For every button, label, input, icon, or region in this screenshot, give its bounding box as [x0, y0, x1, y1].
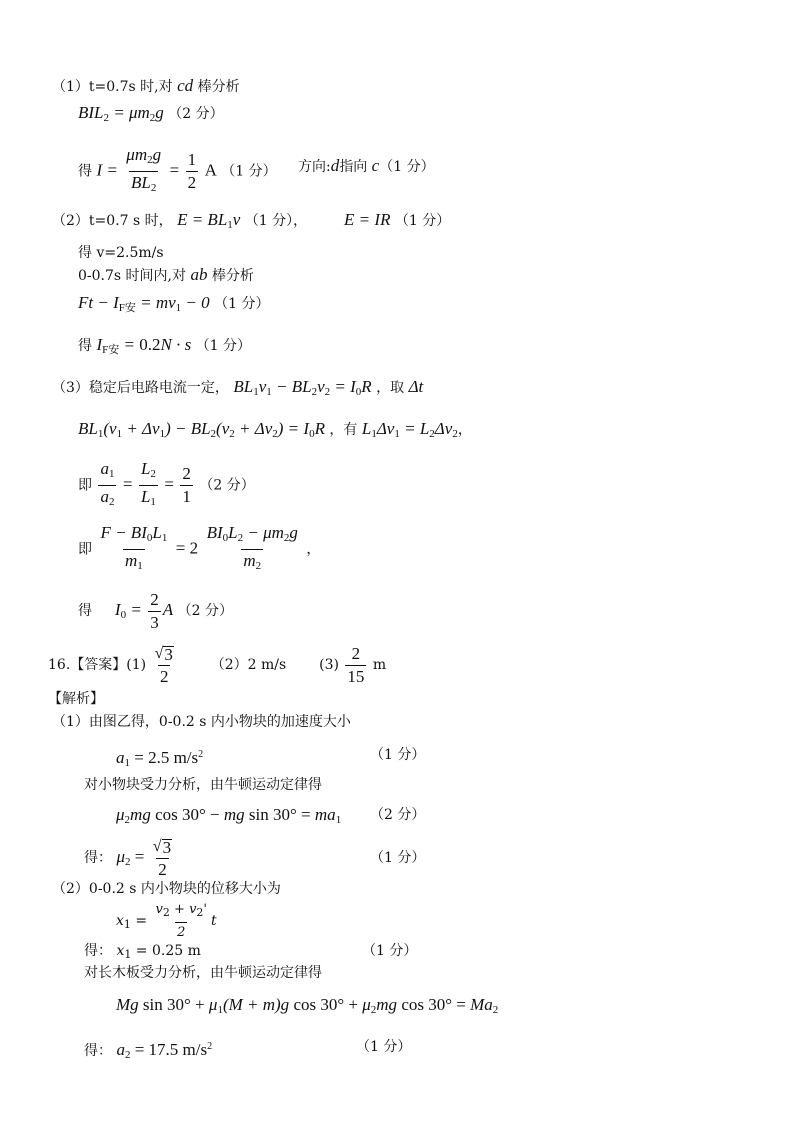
part3-heading: （3）稳定后电路电流一定， $BL_1v_1 - BL_2v_2 = I_0R$ ，取 Δt — [52, 377, 424, 398]
part2-heading: （2）t=0.7 s 时， $E = BL_1v$ （1 分）， E = IR （1 分） — [52, 210, 451, 231]
equation-final-current: 得 $I_0$ = $\frac{2}{3}$ A （2 分） — [78, 589, 233, 632]
equation-x1: 得： $x_1 = 0.25$ m — [84, 943, 201, 961]
equation-momentum: $Ft - I_{F安} = mv_1 - 0$ （1 分） — [78, 293, 270, 314]
equation-a1: $a_1 = 2.5$ $m/s^2$ — [116, 748, 204, 769]
equation-increment: $BL_1(v_1 + \Delta v_1) - BL_2(v_2 + \Delta v_2) = I_0R$ ，有 $L_1\Delta v_1 = L_2\Delta v_2$， — [78, 419, 472, 440]
part1-heading: （1）t=0.7s 时,对 cd 棒分析 — [52, 76, 240, 95]
equation-displacement: $x_1$ = $\frac{v_2 + v_2'}{2}$ t — [116, 902, 217, 940]
equation-ratio: 即 $\frac{a_1}{a_2}$ = $\frac{L_2}{L_1}$ = $\frac{2}{1}$ （2 分） — [78, 460, 255, 511]
equation-newton-combined: 即 $\frac{F - BI_0L_1}{m_1}$ = 2 $\frac{BI_0L_2 - \mu m_2g}{m_2}$ ， — [78, 524, 320, 575]
velocity-result: 得 v=2.5m/s — [78, 245, 164, 261]
equation-force-balance: $BIL_2 = \mu m_2g$ （2 分） — [78, 103, 224, 124]
equation-impulse: 得 $I_{F安} = 0.2N \cdot s$ （1 分） — [78, 335, 252, 356]
equation-friction: $\mu_2mg$ cos 30° − mg $\sin 30^\circ = ma_1$ — [116, 805, 342, 826]
score-friction: （2 分） — [370, 807, 426, 823]
current-direction: 方向:d指向 c（1 分） — [298, 156, 435, 175]
score-x1: （1 分） — [362, 943, 418, 959]
q16-answer: 16.【答案】(1) √ 3 2 （2）2 m/s (3) $\frac{2}{15}$ m — [48, 643, 387, 686]
equation-a2: 得： $a_2 = 17.5$ $m/s^2$ — [84, 1040, 213, 1061]
score-mu2: （1 分） — [370, 850, 426, 866]
analysis-heading: 【解析】 — [48, 691, 104, 707]
q16-part1-text: （1）由图乙得，0-0.2 s 内小物块的加速度大小 — [52, 714, 351, 730]
equation-current: 得 I = $\frac{\mu m_2g}{BL_2}$ = $\frac{1}{2}$ A （1 分） — [78, 146, 277, 197]
q16-part2-text: （2）0-0.2 s 内小物块的位移大小为 — [52, 881, 281, 897]
q16-board-analysis: 对长木板受力分析，由牛顿运动定律得 — [84, 965, 322, 981]
equation-board: Mg $\sin 30^\circ + \mu_1(M + m)g$ $\cos 30^\circ + \mu_2mg$ $\cos 30^\circ = Ma_2$ — [116, 995, 499, 1016]
equation-mu2: 得： $\mu_2$ = √ 3 2 — [84, 838, 172, 879]
interval-analysis: 0-0.7s 时间内,对 ab 棒分析 — [78, 265, 254, 284]
q16-force-analysis: 对小物块受力分析，由牛顿运动定律得 — [84, 777, 322, 793]
score-a2: （1 分） — [356, 1039, 412, 1055]
score-a1: （1 分） — [370, 747, 426, 763]
